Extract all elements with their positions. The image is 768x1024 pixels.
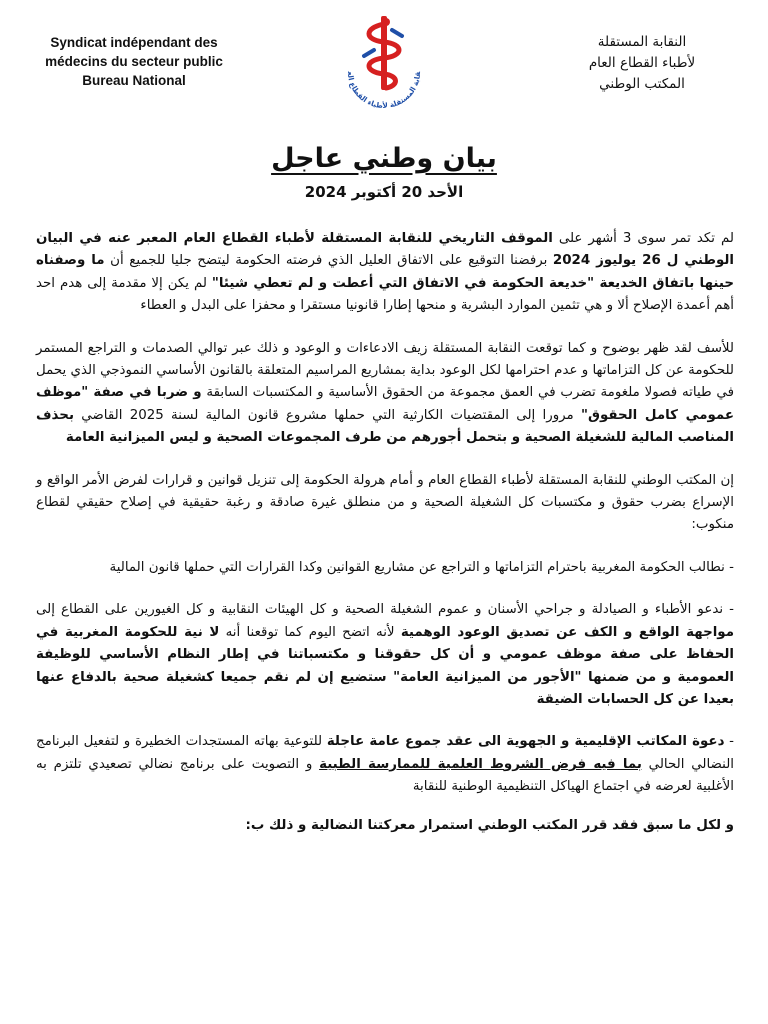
- paragraph-2: [36, 338, 734, 450]
- p1-text: برفضنا التوقيع على الاتفاق العليل الذي فرضته الحكومة ليتضح جليا للجميع أن: [104, 253, 553, 269]
- p5-bold-face-reality: مواجهة الواقع و الكف عن تصديق الوعود الوهمية: [400, 624, 734, 640]
- header-ar-line2: لأطباء القطاع العام: [588, 55, 696, 71]
- header-arabic: [552, 32, 732, 95]
- p1-bold-deception: ما وصفناه حينها باتفاق الخديعة "خديعة الحكومة في الاتفاق التي أعطت و لم تعطي شيئا": [36, 253, 735, 291]
- p4-text: - نطالب الحكومة المغربية باحترام التزاماتها و التراجع عن مشاريع القوانين وكدا القرارات التي حملها قانون المالية: [109, 559, 734, 575]
- p1-text: لم يكن إلا مقدمة إلى هدم احد أهم أعمدة الإصلاح ألا و هي تثمين الموارد البشرية و منحها إطارا قانونيا مستقرا و محفزا على البدل و العطاء: [36, 275, 734, 314]
- p2-text: للأسف لقد ظهر بوضوح و كما توقعت النقابة المستقلة زيف الادعاءات و الوعود و ذلك عبر توالي الصدمات و التراجع المستمر للحكومة عن كل التزاماتها و عدم احترامها لكل الوعود بداية بمشاريع المراسيم المتعلقة بالقانون الأساسي النموذجي الذي يحمل في طياته فصولا ملغومة تضرب في العمق مجموعة من الحقوق الأساسية و المكتسبات السابقة: [36, 340, 734, 401]
- header-fr-line2: médecins du secteur public: [45, 54, 223, 69]
- p7-bold-decision: و لكل ما سبق فقد قرر المكتب الوطني استمرار معركتنا النضالية و ذلك ب:: [245, 817, 734, 833]
- header-french: [14, 33, 254, 90]
- document-title-text: بيان وطني عاجل: [271, 143, 497, 174]
- paragraph-7: [36, 815, 734, 837]
- syndicate-logo-icon: [334, 10, 434, 110]
- p1-text: لم تكد تمر سوى 3 أشهر على: [552, 231, 734, 246]
- header-fr-line3: Bureau National: [82, 73, 186, 88]
- paragraph-6: [36, 731, 734, 798]
- p3-text: إن المكتب الوطني للنقابة المستقلة لأطباء القطاع العام و أمام هرولة الحكومة إلى تنزيل قوانين و قرارات لفرض الأمر الواقع و الإسراع بضرب حقوق و مكتسبات كل الشغيلة الصحية و من منطلق غيرة صادقة و رغبة حقيقية في إصلاح حقيقي لقطاع منكوب:: [36, 472, 734, 533]
- p1-bold-historic-position: الموقف التاريخي للنقابة المستقلة لأطباء القطاع العام المعبر عنه في البيان الوطني ل 26 يوليوز 2024: [36, 231, 734, 269]
- p5-text: - ندعو الأطباء و الصيادلة و جراحي الأسنان و عموم الشغيلة الصحية و كل الهيئات النقابية و كل الغيورين على القطاع إلى: [36, 602, 734, 618]
- p5-text: لأنه اتضح اليوم كما توقعنا أنه: [219, 624, 401, 640]
- paragraph-5: [36, 599, 734, 711]
- p2-bold-budget-posts: بحذف المناصب المالية للشغيلة الصحية و بتحمل أجورهم من طرف المجموعات الصحية و ليس الميزانية العامة: [36, 407, 734, 446]
- document-body: [36, 228, 734, 857]
- document-title: [0, 143, 768, 174]
- p6-text: للتوعية بهاته المستجدات الخطيرة و لتفعيل البرنامج النضالي الحالي: [36, 734, 734, 772]
- p5-bold-no-intention: لا نية للحكومة المغربية في الحفاظ على صفة موظف عمومي و أن كل حقوقنا و مكتسباتنا في إطار النظام الأساسي للوظيفة العمومية و من ضمنها "الأجور من الميزانية العامة" ستضيع إن لم نقم جميعا كشغيلة صحية بالدفاع عنها بعيدا عن كل الحسابات الضيقة: [36, 624, 734, 707]
- paragraph-3: [36, 470, 734, 537]
- logo-text: قابة المستقلة لأطباء القطاع الع: [345, 71, 423, 110]
- paragraph-1: [36, 228, 734, 318]
- p2-text: مرورا إلى المقتضيات الكارثية التي حملها مشروع قانون المالية لسنة 2025 القاضي: [73, 407, 581, 423]
- document-date: الأحد 20 أكتوبر 2024: [304, 183, 464, 201]
- p6-text: -: [724, 734, 734, 750]
- p6-bold-underlined-conditions: بما فيه فرض الشروط العلمية للممارسة الطبية: [319, 756, 642, 772]
- header-fr-line1: Syndicat indépendant des: [50, 35, 218, 50]
- paragraph-4: [36, 557, 734, 579]
- header-ar-line3: المكتب الوطني: [599, 76, 685, 92]
- p6-bold-general-assemblies: دعوة المكاتب الإقليمية و الجهوية الى عقد جموع عامة عاجلة: [326, 734, 725, 750]
- p2-bold-civil-servant: و ضربا في صفة "موظف عمومي كامل الحقوق": [36, 385, 734, 423]
- header-ar-line1: النقابة المستقلة: [597, 34, 687, 50]
- p6-text: و التصويت على برنامج نضالي تصعيدي تلتزم به الأغلبية لعرضه في اجتماع الهياكل التنظيمية الوطنية للنقابة: [36, 756, 734, 795]
